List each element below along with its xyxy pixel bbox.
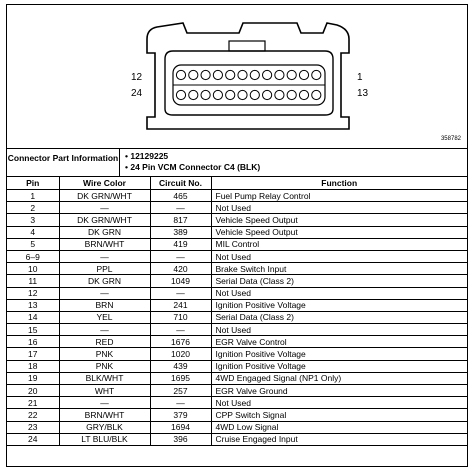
pin-cavity [176,70,185,79]
connector-drawing [7,5,467,148]
wire-color-cell: LT BLU/BLK [59,433,150,445]
connector-info-label: Connector Part Information [7,149,120,177]
function-cell: Not Used [211,397,467,409]
wire-color-cell: PPL [59,263,150,275]
pin-cell: 19 [7,372,59,384]
wire-color-cell: DK GRN/WHT [59,190,150,202]
pin-cavity [201,70,210,79]
pin-cavity [299,70,308,79]
wire-color-cell: PNK [59,360,150,372]
function-cell: Cruise Engaged Input [211,433,467,445]
function-cell: Serial Data (Class 2) [211,275,467,287]
circuit-no-cell: 241 [150,299,211,311]
function-cell: Brake Switch Input [211,263,467,275]
table-row [7,336,467,348]
pin-cavity [250,90,259,99]
function-cell: Ignition Positive Voltage [211,348,467,360]
circuit-no-cell: 1049 [150,275,211,287]
wire-color-cell: PNK [59,348,150,360]
wire-color-cell: — [59,287,150,299]
pin-cavity [275,90,284,99]
header-pin: Pin [7,177,59,190]
function-cell: 4WD Engaged Signal (NP1 Only) [211,372,467,384]
pin-cavity [299,90,308,99]
pin-cavity [312,70,321,79]
pin-cell: 23 [7,421,59,433]
function-cell: EGR Valve Ground [211,385,467,397]
pin-cell: 15 [7,324,59,336]
circuit-no-cell: 379 [150,409,211,421]
connector-diagram [7,5,467,148]
function-cell: Serial Data (Class 2) [211,311,467,323]
pin-label-12: 12 [131,72,143,83]
wire-color-cell: WHT [59,385,150,397]
table-row [7,214,467,226]
pin-cell: 16 [7,336,59,348]
wire-color-cell: BRN/WHT [59,238,150,250]
wire-color-cell: — [59,202,150,214]
pin-cavity [189,70,198,79]
pin-cavity [226,90,235,99]
table-row [7,226,467,238]
header-function: Function [211,177,467,190]
pin-cavity [312,90,321,99]
pin-cell: 21 [7,397,59,409]
pin-cell: 18 [7,360,59,372]
pin-cell: 22 [7,409,59,421]
table-row [7,275,467,287]
circuit-no-cell: — [150,250,211,262]
wire-color-cell: RED [59,336,150,348]
pin-cell: 10 [7,263,59,275]
header-circuit-no: Circuit No. [150,177,211,190]
pin-cell: 20 [7,385,59,397]
pin-cavity [238,90,247,99]
table-row [7,348,467,360]
pin-cell: 4 [7,226,59,238]
table-row [7,190,467,202]
wire-color-cell: DK GRN [59,275,150,287]
circuit-no-cell: — [150,287,211,299]
table-row [7,311,467,323]
wire-color-cell: YEL [59,311,150,323]
pin-cell: 5 [7,238,59,250]
circuit-no-cell: 396 [150,433,211,445]
pin-cavity [275,70,284,79]
circuit-no-cell: 1694 [150,421,211,433]
wire-color-cell: — [59,250,150,262]
pin-cavity [263,90,272,99]
pinout-table-body [7,190,467,446]
circuit-no-cell: 817 [150,214,211,226]
circuit-no-cell: 420 [150,263,211,275]
circuit-no-cell: 1695 [150,372,211,384]
connector-housing-outline [147,23,349,129]
table-row [7,397,467,409]
table-row [7,385,467,397]
wire-color-cell: BRN/WHT [59,409,150,421]
circuit-no-cell: — [150,397,211,409]
circuit-no-cell: — [150,324,211,336]
part-number: • 12129225 [125,151,260,162]
function-cell: Not Used [211,324,467,336]
wire-color-cell: DK GRN/WHT [59,214,150,226]
pin-cavity [263,70,272,79]
circuit-no-cell: 1020 [150,348,211,360]
table-row [7,202,467,214]
pin-cavity [213,70,222,79]
function-cell: Ignition Positive Voltage [211,299,467,311]
wire-color-cell: BRN [59,299,150,311]
connector-sheet [6,4,468,467]
wire-color-cell: — [59,324,150,336]
pin-cell: 17 [7,348,59,360]
pin-cavity [213,90,222,99]
pinout-table [7,176,467,446]
pin-cell: 2 [7,202,59,214]
function-cell: MIL Control [211,238,467,250]
circuit-no-cell: 419 [150,238,211,250]
pin-cell: 13 [7,299,59,311]
pin-cavity [176,90,185,99]
circuit-no-cell: 465 [150,190,211,202]
pin-cell: 11 [7,275,59,287]
circuit-no-cell: 1676 [150,336,211,348]
connector-description: • 24 Pin VCM Connector C4 (BLK) [125,162,260,173]
function-cell: Vehicle Speed Output [211,214,467,226]
pin-cell: 6–9 [7,250,59,262]
pin-cavity [287,90,296,99]
function-cell: Ignition Positive Voltage [211,360,467,372]
pin-label-24: 24 [131,88,143,99]
pin-cell: 24 [7,433,59,445]
pin-cavity [189,90,198,99]
table-row [7,421,467,433]
header-wire-color: Wire Color [59,177,150,190]
connector-latch [229,41,265,51]
function-cell: 4WD Low Signal [211,421,467,433]
pin-cavity [201,90,210,99]
table-row [7,409,467,421]
table-row [7,287,467,299]
function-cell: Vehicle Speed Output [211,226,467,238]
table-row [7,372,467,384]
pin-cavity [226,70,235,79]
wire-color-cell: DK GRN [59,226,150,238]
function-cell: Fuel Pump Relay Control [211,190,467,202]
connector-part-information [7,148,467,177]
circuit-no-cell: — [150,202,211,214]
table-row [7,250,467,262]
pin-cell: 1 [7,190,59,202]
function-cell: Not Used [211,287,467,299]
pin-cell: 12 [7,287,59,299]
pin-label-1: 1 [357,72,363,83]
circuit-no-cell: 257 [150,385,211,397]
pin-cell: 3 [7,214,59,226]
table-row [7,324,467,336]
table-row [7,238,467,250]
function-cell: CPP Switch Signal [211,409,467,421]
pin-cavity [287,70,296,79]
figure-number: 358782 [440,136,461,142]
wire-color-cell: GRY/BLK [59,421,150,433]
table-header-row [7,177,467,190]
pin-cavity [250,70,259,79]
pin-label-13: 13 [357,88,369,99]
table-row [7,433,467,445]
pin-cavity [238,70,247,79]
function-cell: Not Used [211,250,467,262]
table-row [7,299,467,311]
function-cell: Not Used [211,202,467,214]
wire-color-cell: — [59,397,150,409]
connector-info-values [125,151,260,173]
circuit-no-cell: 439 [150,360,211,372]
wire-color-cell: BLK/WHT [59,372,150,384]
table-row [7,360,467,372]
pin-cell: 14 [7,311,59,323]
table-row [7,263,467,275]
function-cell: EGR Valve Control [211,336,467,348]
circuit-no-cell: 710 [150,311,211,323]
circuit-no-cell: 389 [150,226,211,238]
